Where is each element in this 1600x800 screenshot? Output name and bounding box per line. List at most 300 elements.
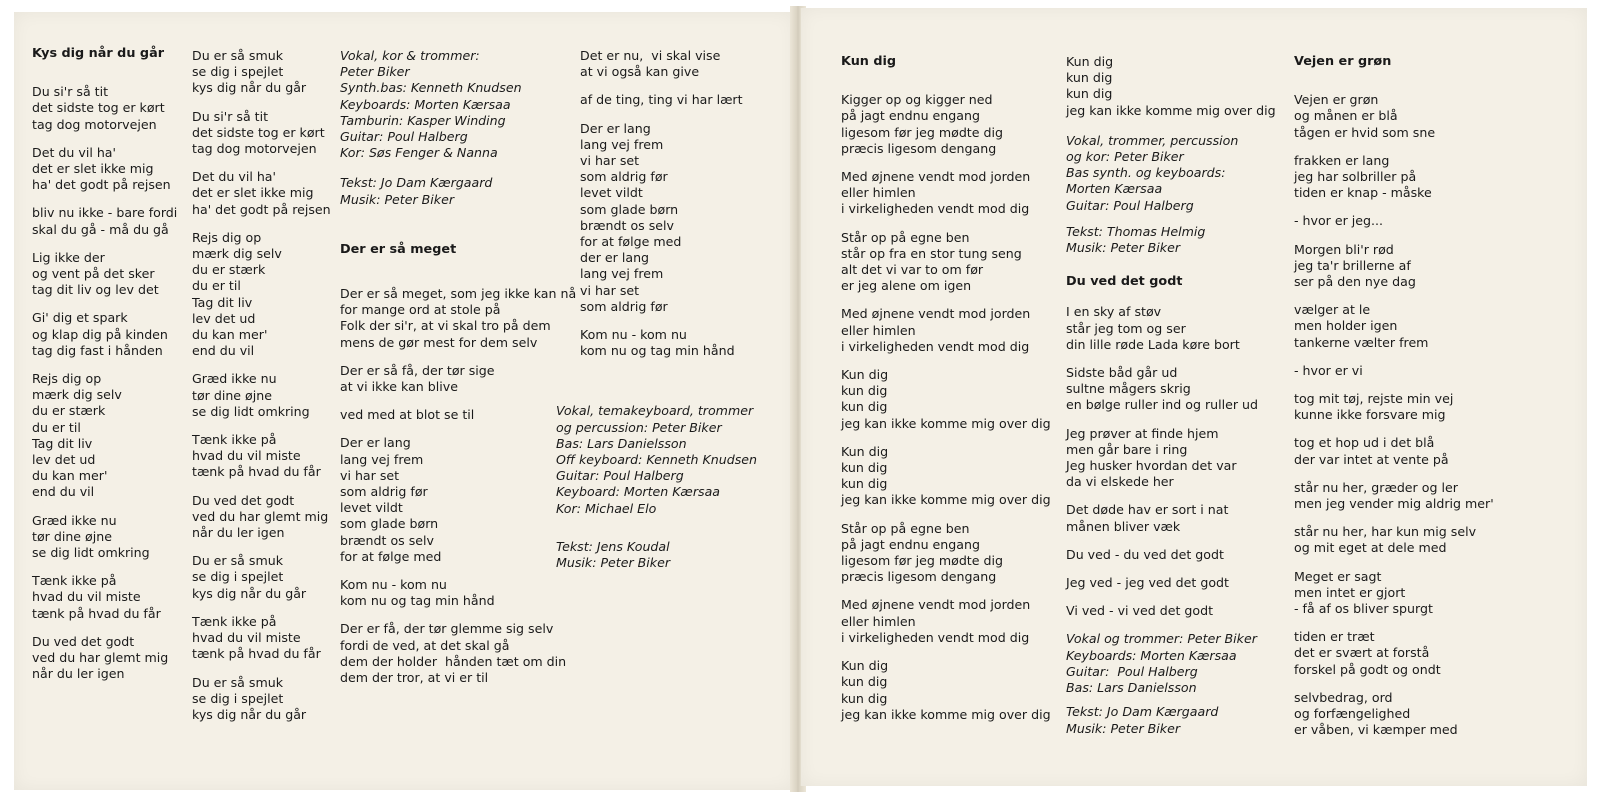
lyric-line: Der er lang (580, 120, 651, 136)
lyric-line: kun dig (1066, 70, 1113, 86)
lyric-line: mærk dig selv (192, 246, 282, 262)
stanza (1294, 690, 1524, 739)
lyric-line: lang vej frem (340, 451, 424, 467)
lyric-line: brændt os selv (580, 217, 674, 233)
left-col-1 (32, 46, 182, 695)
lyric-line: - hvor er jeg... (1294, 213, 1384, 229)
credit-line: Vokal, temakeyboard, trommer (556, 403, 754, 419)
lyric-line: kunne ikke forsvare mig (1294, 407, 1446, 423)
lyric-line: en bølge ruller ind og ruller ud (1066, 397, 1259, 413)
lyric-line: Kigger op og kigger ned (841, 92, 993, 108)
credits-du-ved-det-godt (1066, 631, 1291, 696)
stanza (192, 109, 342, 158)
lyric-line: Græd ikke nu (32, 512, 117, 528)
lyric-line: vi har set (580, 153, 640, 169)
lyric-line: Kom nu - kom nu (580, 327, 687, 343)
lyric-line: dem der holder hånden tæt om din (340, 653, 567, 669)
lyric-line: tør dine øjne (32, 528, 112, 544)
lyric-line: jeg kan ikke komme mig over dig (841, 706, 1051, 722)
lyric-line: i virkeligheden vendt mod dig (841, 629, 1030, 645)
stanza (192, 432, 342, 481)
right-col-2 (1066, 54, 1291, 759)
lyric-line: Kun dig (841, 658, 889, 674)
lyric-line: står nu her, græder og ler (1294, 479, 1458, 495)
lyric-line: tiden er træt (1294, 629, 1375, 645)
stanza (32, 250, 182, 299)
lyric-line: se dig i spejlet (192, 569, 284, 585)
lyric-line: du er stærk (32, 403, 106, 419)
credit-line: Tamburin: Kasper Winding (340, 112, 506, 128)
lyric-line: jeg har solbriller på (1294, 169, 1417, 185)
credit-line: Guitar: Poul Halberg (1066, 663, 1198, 679)
stanza (841, 169, 1061, 218)
lyric-line: ser på den nye dag (1294, 274, 1416, 290)
lyric-line: skal du gå - må du gå (32, 221, 169, 237)
lyric-line: kun dig (841, 460, 888, 476)
left-page (14, 12, 795, 790)
credit-line: Tekst: Jens Koudal (556, 538, 670, 554)
lyric-line: står nu her, har kun mig selv (1294, 524, 1477, 540)
lyric-line: Vi ved - vi ved det godt (1066, 603, 1214, 619)
lyric-line: Det du vil ha' (32, 144, 116, 160)
stanza (1066, 603, 1291, 619)
stanza (192, 371, 342, 420)
stanza (340, 577, 580, 609)
lyric-line: Morgen bli'r rød (1294, 241, 1394, 257)
credit-line: Morten Kærsaa (1066, 181, 1163, 197)
stanza (1066, 547, 1291, 563)
lyric-line: som aldrig før (340, 484, 428, 500)
stanza (32, 310, 182, 359)
lyric-line: kys dig når du går (192, 80, 307, 96)
credit-line: Bas: Lars Danielsson (1066, 680, 1197, 696)
credit-line: Vokal og trommer: Peter Biker (1066, 631, 1257, 647)
lyric-line: ligesom før jeg mødte dig (841, 124, 1003, 140)
credit-line: Musik: Peter Biker (340, 191, 455, 207)
lyric-line: da vi elskede her (1066, 474, 1174, 490)
lyric-line: kun dig (841, 674, 888, 690)
song-title-kun-dig: Kun dig (841, 54, 897, 69)
left-col-3 (340, 48, 580, 698)
lyric-line: du er til (32, 419, 81, 435)
songwriter-kun-dig (1066, 224, 1291, 256)
credit-line: Kor: Michael Elo (556, 500, 657, 516)
lyric-line: hvad du vil miste (32, 589, 141, 605)
stanzas (1294, 92, 1524, 738)
right-col-1 (841, 54, 1061, 735)
lyric-line: Jeg ved - jeg ved det godt (1066, 575, 1229, 591)
stanza (1294, 524, 1524, 556)
credit-line: Off keyboard: Kenneth Knudsen (556, 452, 758, 468)
lyric-line: se dig lidt omkring (32, 545, 150, 561)
stanzas (1066, 304, 1291, 619)
lyric-line: på jagt endnu engang (841, 108, 980, 124)
songwriter-kys-dig (340, 175, 580, 207)
lyric-line: der var intet at vente på (1294, 451, 1449, 467)
lyric-line: præcis ligesom dengang (841, 569, 997, 585)
lyric-line: og månen er blå (1294, 108, 1398, 124)
lyric-line: af de ting, ting vi har lært (580, 92, 743, 108)
stanza (841, 367, 1061, 432)
lyric-line: levet vildt (340, 500, 403, 516)
lyric-line: det er slet ikke mig (192, 185, 314, 201)
lyric-line: som glade børn (580, 201, 679, 217)
lyric-line: se dig lidt omkring (192, 403, 310, 419)
lyric-line: Tænk ikke på (192, 613, 277, 629)
lyric-line: Du ved - du ved det godt (1066, 546, 1224, 562)
lyric-line: Kom nu - kom nu (340, 577, 447, 593)
stanza (841, 306, 1061, 355)
stanza (32, 513, 182, 562)
credit-line: og kor: Peter Biker (1066, 149, 1184, 165)
lyric-line: Tænk ikke på (192, 432, 277, 448)
stanzas (192, 48, 342, 723)
credit-line: Kor: Søs Fenger & Nanna (340, 145, 498, 161)
credit-line: Musik: Peter Biker (1066, 240, 1181, 256)
lyric-line: Sidste båd går ud (1066, 365, 1178, 381)
stanzas (841, 92, 1061, 723)
stanza (1294, 569, 1524, 618)
lyric-line: og forfængelighed (1294, 706, 1411, 722)
credit-line: Tekst: Jo Dam Kærgaard (340, 175, 493, 191)
lyric-line: det sidste tog er kørt (32, 100, 165, 116)
stanza (32, 145, 182, 194)
stanza (340, 435, 580, 565)
credit-line: Keyboard: Morten Kærsaa (556, 484, 721, 500)
lyric-line: tør dine øjne (192, 387, 272, 403)
song-title-vejen-er-groen: Vejen er grøn (1294, 54, 1392, 69)
stanza (1294, 480, 1524, 512)
stanza (580, 48, 790, 80)
credit-line: Vokal, kor & trommer: (340, 48, 480, 63)
lyric-line: tag dog motorvejen (192, 141, 317, 157)
stanza (580, 92, 790, 108)
lyric-line: Rejs dig op (32, 371, 102, 387)
lyric-line: Du ved det godt (192, 492, 295, 508)
stanzas (580, 48, 790, 359)
lyric-line: ved med at blot se til (340, 407, 475, 423)
lyric-line: men intet er gjort (1294, 584, 1406, 600)
stanza (1294, 302, 1524, 351)
stanza (1294, 629, 1524, 678)
stanza (192, 553, 342, 602)
stanza (1294, 153, 1524, 202)
songwriter-der-er-saa-meget (556, 539, 790, 571)
lyric-line: i virkeligheden vendt mod dig (841, 201, 1030, 217)
stanza (1294, 92, 1524, 141)
lyric-line: ha' det godt på rejsen (32, 177, 171, 193)
lyric-line: jeg ta'r brillerne af (1294, 257, 1411, 273)
lyric-line: - få af os bliver spurgt (1294, 601, 1433, 617)
credit-line: Musik: Peter Biker (556, 555, 671, 571)
lyric-line: tag dog motorvejen (32, 116, 157, 132)
lyric-line: er jeg alene om igen (841, 278, 972, 294)
lyric-line: tågen er hvid som sne (1294, 124, 1436, 140)
lyric-line: at vi også kan give (580, 64, 700, 80)
lyric-line: tog mit tøj, rejste min vej (1294, 391, 1454, 407)
lyric-line: lang vej frem (580, 136, 664, 152)
lyric-line: forskel på godt og ondt (1294, 661, 1441, 677)
lyric-line: Med øjnene vendt mod jorden (841, 306, 1031, 322)
lyric-line: vi har set (580, 282, 640, 298)
lyric-line: står jeg tom og ser (1066, 320, 1186, 336)
lyric-line: det sidste tog er kørt (192, 124, 325, 140)
lyric-line: er våben, vi kæmper med (1294, 722, 1458, 738)
stanza (1294, 242, 1524, 291)
lyric-line: ved du har glemt mig (192, 508, 329, 524)
stanza (1066, 365, 1291, 414)
lyric-line: Det døde hav er sort i nat (1066, 502, 1229, 518)
lyric-line: for mange ord at stole på (340, 302, 501, 318)
lyric-line: Du si'r så tit (32, 84, 109, 100)
lyric-line: som aldrig før (580, 169, 668, 185)
lyric-line: tænk på hvad du får (32, 605, 161, 621)
stanza (32, 634, 182, 683)
lyric-line: levet vildt (580, 185, 643, 201)
stanza (192, 169, 342, 218)
lyric-line: kom nu og tag min hånd (580, 343, 735, 359)
stanza (340, 621, 580, 686)
stanza (1066, 426, 1291, 491)
lyric-line: Jeg husker hvordan det var (1066, 458, 1237, 474)
lyric-line: når du ler igen (192, 525, 285, 541)
stanza (1066, 502, 1291, 534)
lyric-line: kun dig (841, 476, 888, 492)
credit-line: Synth.bas: Kenneth Knudsen (340, 80, 522, 96)
credits-kun-dig (1066, 133, 1291, 214)
lyric-line: som glade børn (340, 516, 439, 532)
lyric-line: - hvor er vi (1294, 362, 1363, 378)
stanzas (340, 286, 580, 686)
lyric-line: end du vil (32, 484, 95, 500)
right-col-3 (1294, 54, 1524, 751)
lyric-line: tankerne vælter frem (1294, 334, 1429, 350)
lyric-line: bliv nu ikke - bare fordi (32, 205, 178, 221)
lyric-line: Med øjnene vendt mod jorden (841, 169, 1031, 185)
stanza (580, 327, 790, 359)
lyric-line: præcis ligesom dengang (841, 140, 997, 156)
lyric-line: Tag dit liv (32, 435, 93, 451)
credit-line: Guitar: Poul Halberg (1066, 197, 1194, 213)
lyric-line: tag dit liv og lev det (32, 282, 159, 298)
lyric-line: men holder igen (1294, 318, 1398, 334)
lyric-line: kun dig (841, 383, 888, 399)
lyric-line: du kan mer' (192, 327, 268, 343)
credit-line: Vokal, trommer, percussion (1066, 132, 1239, 148)
lyric-line: Gi' dig et spark (32, 310, 128, 326)
song-title-du-ved-det-godt: Du ved det godt (1066, 274, 1183, 290)
lyric-line: kom nu og tag min hånd (340, 593, 495, 609)
stanza (192, 614, 342, 663)
lyric-line: kun dig (841, 690, 888, 706)
left-col-4 (556, 48, 790, 593)
lyric-line: se dig i spejlet (192, 690, 284, 706)
right-page (800, 8, 1587, 786)
stanza (32, 573, 182, 622)
stanza (1294, 435, 1524, 467)
stanza (1066, 575, 1291, 591)
credit-line: Bas synth. og keyboards: (1066, 165, 1226, 181)
stanza (841, 597, 1061, 646)
lyric-line: Du si'r så tit (192, 108, 269, 124)
lyric-line: Kun dig (1066, 54, 1114, 69)
lyric-line: Rejs dig op (192, 229, 262, 245)
lyric-line: se dig i spejlet (192, 64, 284, 80)
lyric-line: månen bliver væk (1066, 518, 1181, 534)
stanza (340, 407, 580, 423)
lyric-line: Du er så smuk (192, 48, 283, 63)
lyric-line: alt det vi var to om før (841, 262, 984, 278)
lyric-line: når du ler igen (32, 666, 125, 682)
lyric-line: tog et hop ud i det blå (1294, 435, 1435, 451)
lyric-line: der er lang (580, 250, 650, 266)
lyric-line: jeg kan ikke komme mig over dig (841, 492, 1051, 508)
stanza (192, 493, 342, 542)
lyric-line: lang vej frem (580, 266, 664, 282)
lyric-line: mens de gør mest for dem selv (340, 334, 538, 350)
lyric-line: Meget er sagt (1294, 568, 1382, 584)
songwriter-du-ved-det-godt (1066, 704, 1291, 736)
lyric-line: på jagt endnu engang (841, 536, 980, 552)
stanza (841, 444, 1061, 509)
lyric-line: I en sky af støv (1066, 304, 1162, 320)
lyric-line: eller himlen (841, 613, 916, 629)
credit-line: Keyboards: Morten Kærsaa (340, 96, 511, 112)
lyric-line: eller himlen (841, 185, 916, 201)
lyric-line: Tænk ikke på (32, 573, 117, 589)
stanza (1294, 213, 1524, 229)
lyric-line: ha' det godt på rejsen (192, 201, 331, 217)
credit-line: Guitar: Poul Halberg (340, 129, 468, 145)
lyric-line: Det du vil ha' (192, 169, 276, 185)
lyric-line: din lille røde Lada køre bort (1066, 336, 1240, 352)
lyric-line: i virkeligheden vendt mod dig (841, 338, 1030, 354)
lyric-line: Jeg prøver at finde hjem (1066, 425, 1219, 441)
lyric-line: står op fra en stor tung seng (841, 245, 1022, 261)
lyric-line: det er slet ikke mig (32, 161, 154, 177)
lyric-line: ligesom før jeg mødte dig (841, 553, 1003, 569)
lyric-line: Står op på egne ben (841, 520, 970, 536)
credits-der-er-saa-meget (556, 403, 790, 516)
lyric-line: lev det ud (32, 452, 96, 468)
lyric-line: hvad du vil miste (192, 448, 301, 464)
credit-line: Bas: Lars Danielsson (556, 435, 687, 451)
left-col-2 (192, 48, 342, 735)
stanza (340, 286, 580, 351)
lyric-line: Med øjnene vendt mod jorden (841, 597, 1031, 613)
lyric-line: Kun dig (841, 367, 889, 383)
credit-line: og percussion: Peter Biker (556, 419, 722, 435)
lyric-line: dem der tror, at vi er til (340, 670, 489, 686)
lyric-line: tag dig fast i hånden (32, 342, 163, 358)
lyric-line: du er stærk (192, 262, 266, 278)
lyric-line: som aldrig før (580, 298, 668, 314)
lyric-line: tiden er knap - måske (1294, 185, 1432, 201)
stanza (1066, 54, 1291, 119)
lyric-line: Der er så meget, som jeg ikke kan nå (340, 286, 577, 302)
lyric-line: Der er lang (340, 435, 411, 451)
lyric-line: men jeg vender mig aldrig mer' (1294, 496, 1494, 512)
credit-line: Tekst: Thomas Helmig (1066, 223, 1206, 239)
lyric-line: mærk dig selv (32, 387, 122, 403)
lyric-line: kun dig (1066, 86, 1113, 102)
lyric-line: kys dig når du går (192, 706, 307, 722)
lyric-line: at vi ikke kan blive (340, 379, 458, 395)
lyric-line: jeg kan ikke komme mig over dig (841, 415, 1051, 431)
stanza (1294, 391, 1524, 423)
lyric-line: og klap dig på kinden (32, 326, 168, 342)
lyric-line: det er svært at forstå (1294, 645, 1430, 661)
lyric-line: Vejen er grøn (1294, 92, 1379, 108)
stanza (1066, 304, 1291, 353)
stanza (340, 363, 580, 395)
lyric-line: vi har set (340, 467, 400, 483)
credit-line: Musik: Peter Biker (1066, 720, 1181, 736)
stanza (841, 92, 1061, 157)
lyric-line: Tag dit liv (192, 294, 253, 310)
stanzas (32, 84, 182, 682)
stanza (580, 121, 790, 315)
lyric-line: hvad du vil miste (192, 630, 301, 646)
lyric-line: Der er så få, der tør sige (340, 362, 495, 378)
lyric-line: Står op på egne ben (841, 229, 970, 245)
lyric-line: Græd ikke nu (192, 371, 277, 387)
lyric-line: kun dig (841, 399, 888, 415)
stanza (32, 84, 182, 133)
credit-line: Peter Biker (340, 64, 410, 80)
lyric-line: Du er så smuk (192, 674, 283, 690)
lyric-line: vælger at le (1294, 302, 1371, 318)
lyric-line: for at følge med (340, 548, 442, 564)
stanza (841, 230, 1061, 295)
credit-line: Guitar: Poul Halberg (556, 468, 684, 484)
stanza (192, 675, 342, 724)
lyric-line: Du er så smuk (192, 553, 283, 569)
lyric-line: Lig ikke der (32, 249, 105, 265)
lyric-line: Der er få, der tør glemme sig selv (340, 621, 554, 637)
lyric-line: sultne mågers skrig (1066, 381, 1191, 397)
stanza (1294, 363, 1524, 379)
lyric-line: ved du har glemt mig (32, 650, 169, 666)
lyric-line: fordi de ved, at det skal gå (340, 637, 510, 653)
stanza (192, 230, 342, 360)
lyric-line: men går bare i ring (1066, 441, 1188, 457)
lyric-line: du kan mer' (32, 468, 108, 484)
lyric-line: brændt os selv (340, 532, 434, 548)
lyric-line: du er til (192, 278, 241, 294)
credits-kys-dig (340, 48, 580, 161)
lyric-line: tænk på hvad du får (192, 464, 321, 480)
lyric-line: Folk der si'r, at vi skal tro på dem (340, 318, 551, 334)
credit-line: Keyboards: Morten Kærsaa (1066, 647, 1237, 663)
song-title-kys-dig: Kys dig når du går (32, 46, 165, 61)
stanzas (1066, 54, 1291, 119)
lyric-line: og mit eget at dele med (1294, 540, 1447, 556)
lyric-line: end du vil (192, 343, 255, 359)
song-title-der-er-saa-meget: Der er så meget (340, 241, 457, 257)
lyric-line: lev det ud (192, 310, 256, 326)
lyric-line: og vent på det sker (32, 266, 155, 282)
stanza (32, 205, 182, 237)
stanza (32, 371, 182, 501)
stanza (841, 521, 1061, 586)
lyric-line: Du ved det godt (32, 633, 135, 649)
lyric-line: for at følge med (580, 234, 682, 250)
lyric-line: eller himlen (841, 322, 916, 338)
credit-line: Tekst: Jo Dam Kærgaard (1066, 704, 1219, 720)
lyric-line: jeg kan ikke komme mig over dig (1066, 102, 1276, 118)
lyric-line: frakken er lang (1294, 152, 1390, 168)
